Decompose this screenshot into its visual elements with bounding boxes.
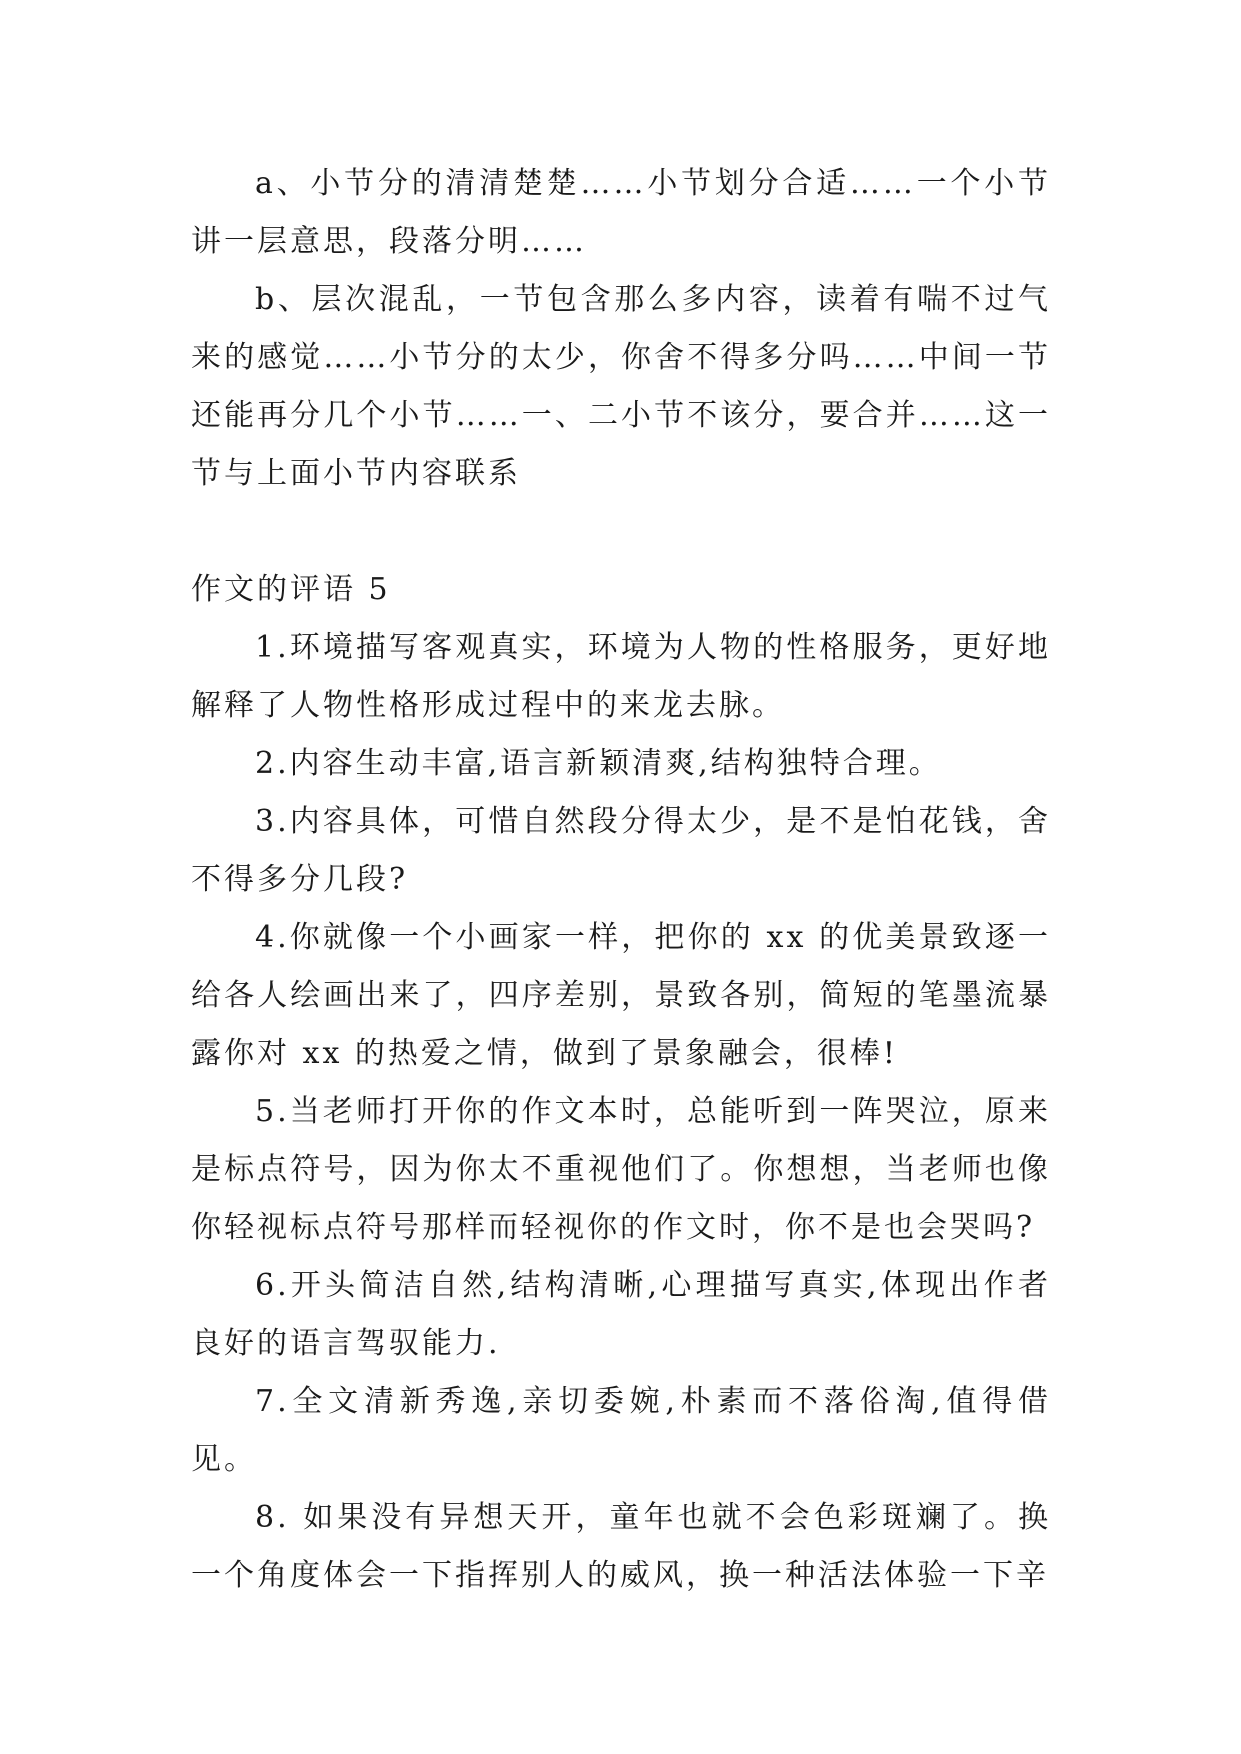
comment-item-7: 7.全文清新秀逸,亲切委婉,朴素而不落俗淘,值得借见。 (191, 1384, 1051, 1477)
comment-item-1: 1.环境描写客观真实，环境为人物的性格服务，更好地解释了人物性格形成过程中的来龙去脉。 (191, 630, 1051, 723)
comment-item-2: 2.内容生动丰富,语言新颖清爽,结构独特合理。 (255, 746, 942, 781)
comment-item-5: 5.当老师打开你的作文本时，总能听到一阵哭泣，原来是标点符号，因为你太不重视他们了。你想想，当老师也像你轻视标点符号那样而轻视你的作文时，你不是也会哭吗? (191, 1094, 1051, 1245)
intro-paragraph-a: a、小节分的清清楚楚……小节划分合适……一个小节讲一层意思，段落分明…… (191, 166, 1051, 259)
document-page (191, 155, 1051, 1605)
intro-paragraph-b: b、层次混乱，一节包含那么多内容，读着有喘不过气来的感觉……小节分的太少，你舍不得多分吗……中间一节还能再分几个小节……一、二小节不该分，要合并……这一节与上面小节内容联系 (191, 282, 1051, 491)
comment-item-8: 8. 如果没有异想天开，童年也就不会色彩斑斓了。换一个角度体会一下指挥别人的威风，换一种活法体验一下辛 (191, 1500, 1051, 1593)
comment-item-3: 3.内容具体，可惜自然段分得太少，是不是怕花钱，舍不得多分几段? (191, 804, 1051, 897)
section-title: 作文的评语 5 (191, 572, 391, 607)
comment-item-4: 4.你就像一个小画家一样，把你的 xx 的优美景致逐一给各人绘画出来了，四序差别，景致各别，简短的笔墨流暴露你对 xx 的热爱之情，做到了景象融会，很棒! (191, 920, 1051, 1071)
comment-item-6: 6.开头简洁自然,结构清晰,心理描写真实,体现出作者良好的语言驾驭能力. (191, 1268, 1051, 1361)
